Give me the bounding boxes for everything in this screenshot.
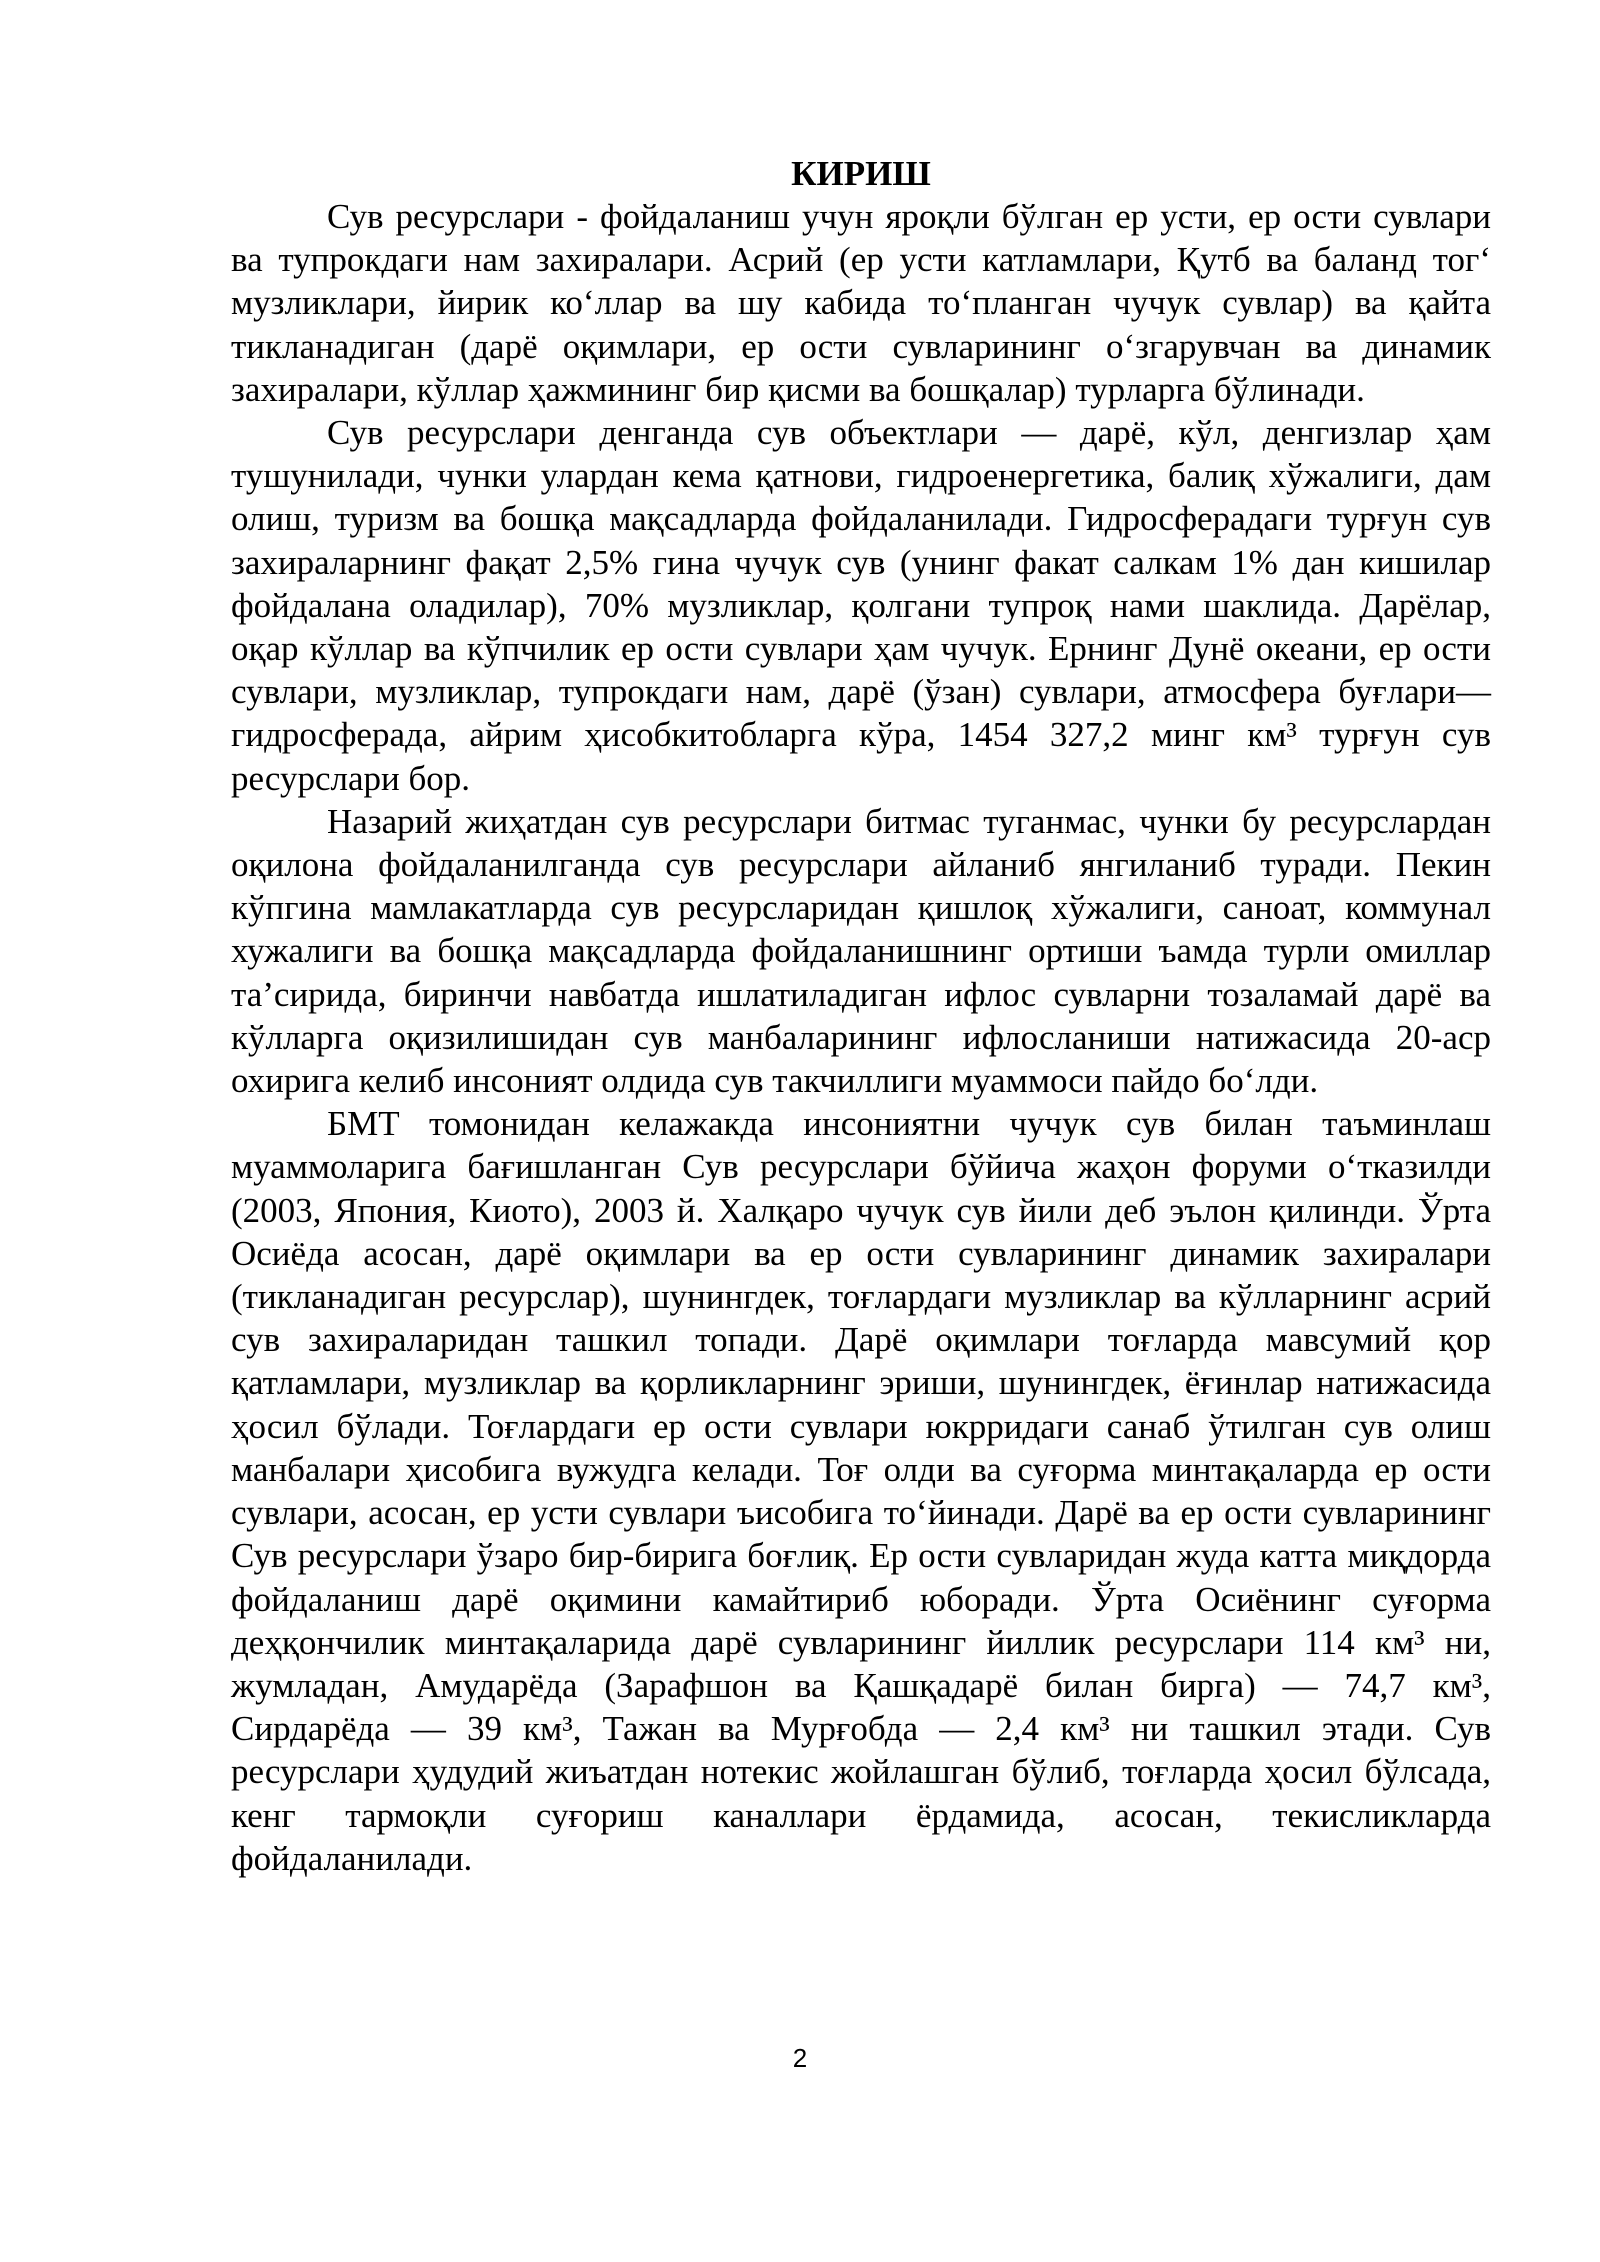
paragraph-water-objects: Сув ресурслари денганда сув объектлари — дарё, кўл, денгизлар ҳам тушунилади, чунки улардан кема қатнови, гидроенергетика, балиқ хўжалиги, дам олиш, туризм ва бошқа мақсадларда фойдаланилади. Гидросферадаги турғун сув захираларнинг фақат 2,5% гина чучук сув (унинг факат салкам 1% дан кишилар фойдалана оладилар), 70% музликлар, қолгани тупроқ нами шаклида. Дарёлар, оқар кўллар ва кўпчилик ер ости сувлари ҳам чучук. Ернинг Дунё океани, ер ости сувлари, музликлар, тупрокдаги нам, дарё (ўзан) сувлари, атмосфера буғлари— гидросферада, айрим ҳисобкитобларга кўра, 1454 327,2 минг км³ турғун сув ресурслари бор. — [231, 413, 1491, 798]
paragraph-un-forum-central-asia: БМТ томонидан келажакда инсониятни чучук сув билан таъминлаш муаммоларига бағишланган Сув ресурслари бўйича жаҳон форуми о‘тказилди (2003, Япония, Киото), 2003 й. Халқаро чучук сув йили деб эълон қилинди. Ўрта Осиёда асосан, дарё оқимлари ва ер ости сувларининг динамик захиралари (тикланадиган ресурслар), шунингдек, тоғлардаги музликлар ва кўлларнинг асрий сув захираларидан ташкил топади. Дарё оқимлари тоғларда мавсумий қор қатламлари, музликлар ва қорликларнинг эриши, шунингдек, ёғинлар натижасида ҳосил бўлади. Тоғлардаги ер ости сувлари юкрридаги санаб ўтилган сув олиш манбалари ҳисобига вужудга келади. Тоғ олди ва суғорма минтақаларда ер ости сувлари, асосан, ер усти сувлари ъисобига то‘йинади. Дарё ва ер ости сувларининг Сув ресурслари ўзаро бир-бирига боғлиқ. Ер ости сувларидан жуда катта миқдорда фойдаланиш дарё оқимини камайтириб юборади. Ўрта Осиёнинг суғорма деҳқончилик минтақаларида дарё сувларининг йиллик ресурслари 114 км³ ни, жумладан, Амударёда (Зарафшон ва Қашқадарё билан бирга) — 74,7 км³, Сирдарёда — 39 км³, Тажан ва Мурғобда — 2,4 км³ ни ташкил этади. Сув ресурслари ҳудудий жиъатдан нотекис жойлашган бўлиб, тоғларда ҳосил бўлсада, кенг тармоқли суғориш каналлари ёрдамида, асосан, текисликларда фойдаланилади. — [231, 1104, 1491, 1878]
page-content — [231, 152, 1491, 1880]
paragraph-intro-definition: Сув ресурслари - фойдаланиш учун яроқли бўлган ер усти, ер ости сувлари ва тупрокдаги нам захиралари. Асрий (ер усти катламлари, Қутб ва баланд тог‘ музликлари, йирик ко‘ллар ва шу кабида то‘планган чучук сувлар) ва қайта тикланадиган (дарё оқимлари, ер ости сувларининг о‘згарувчан ва динамик захиралари, кўллар ҳажмининг бир қисми ва бошқалар) турларга бўлинади. — [231, 197, 1491, 409]
page-number: 2 — [792, 2043, 808, 2073]
paragraph-theoretical-resources: Назарий жиҳатдан сув ресурслари битмас туганмас, чунки бу ресурслардан оқилона фойдаланилганда сув ресурслари айланиб янгиланиб туради. Пекин кўпгина мамлакатларда сув ресурсларидан қишлоқ хўжалиги, саноат, коммунал хужалиги ва бошқа мақсадларда фойдаланишнинг ортиши ъамда турли омиллар та’сирида, биринчи навбатда ишлатиладиган ифлос сувларни тозаламай дарё ва кўлларга оқизилишидан сув манбаларининг ифлосланиши натижасида 20-аср охирига келиб инсоният олдида сув такчиллиги муаммоси пайдо бо‘лди. — [231, 801, 1491, 1101]
page-title: КИРИШ — [791, 154, 931, 193]
